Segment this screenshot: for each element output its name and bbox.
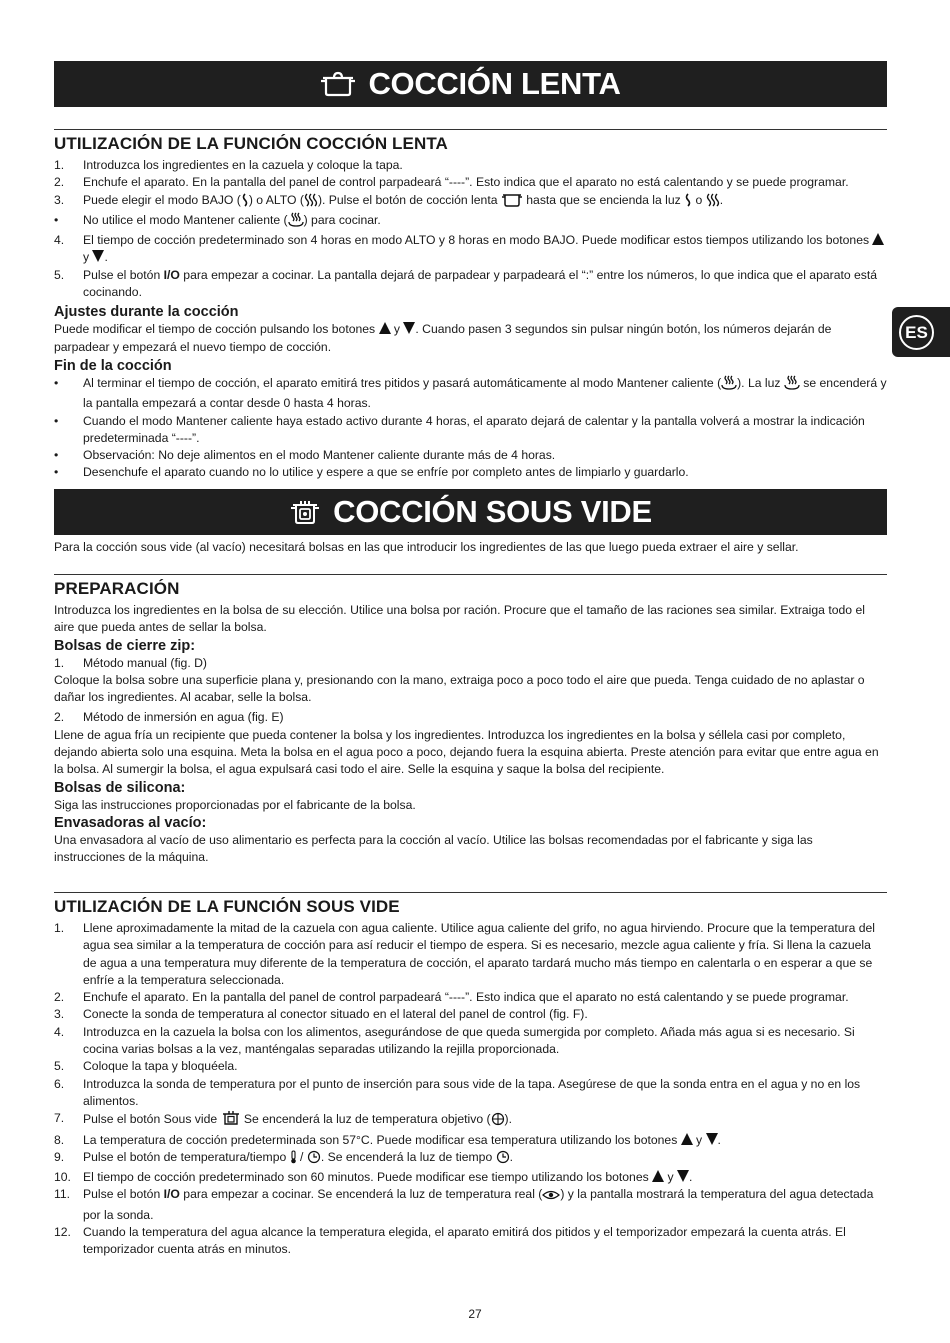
clock-icon <box>307 1150 321 1169</box>
thermometer-icon <box>290 1150 297 1169</box>
list-item: 9. Pulse el botón de temperatura/tiempo / . Se encenderá la luz de tiempo . <box>54 1149 887 1169</box>
sous-vide-icon <box>221 1110 241 1131</box>
language-tab <box>892 307 950 357</box>
list-item: 3. Conecte la sonda de temperatura al conector situado en el lateral del panel de control (fig. F). <box>54 1007 588 1022</box>
list-item: 10. El tiempo de cocción predeterminado son 60 minutos. Puede modificar ese tiempo utilizando los botones y . <box>54 1170 693 1185</box>
list-item: • Desenchufe el aparato cuando no lo utilice y espere a que se enfríe por completo antes de limpiarlo y guardarlo. <box>54 465 689 480</box>
language-label: ES <box>899 315 934 350</box>
target-temperature-icon <box>491 1112 505 1131</box>
slow-cook-steps <box>54 157 887 301</box>
list-item: 4. Introduzca en la cazuela la bolsa con los alimentos, asegurándose de que queda sumergida por completo. Añada más agua si es necesario. Si cocina varias bolsas a la vez, manténgalas separadas utilizando la rejilla proporcionada. <box>54 1024 855 1057</box>
keep-warm-icon <box>288 212 304 232</box>
list-item: 1. Llene aproximadamente la mitad de la cazuela con agua caliente. Utilice agua caliente del grifo, no agua hirviendo. Procure que la temperatura del agua sea similar a la temperatura de cocción para así reducir el tiempo de espera. Si es necesario, mezcle agua caliente y fría. Si llena la cazuela de agua a una temperatura muy diferente de la temperatura de cocción, el aparato tardará mucho más tiempo en calentarla o en esperar a que se enfríe a la temperatura seleccionada. <box>54 921 876 987</box>
paragraph: Llene de agua fría un recipiente que pueda contener la bolsa y los ingredientes. Introduzca los ingredientes en la bolsa y séllela casi por completo, dejando abierta solo una esquina. Meta la bolsa en el agua poco a poco, dejando fuera la esquina abierta. Preste atención para evitar que entre agua en la bolsa. Al sumergir la bolsa, el agua expulsará casi todo el aire. Selle la esquina y saque la bolsa del recipiente. <box>54 727 879 777</box>
paragraph: Una envasadora al vacío de uso alimentario es perfecta para la cocción al vacío. Utilice las bolsas recomendadas por el fabricante y siga las instrucciones de la máquina. <box>54 832 813 865</box>
list-item: 7. Pulse el botón Sous vide Se encenderá la luz de temperatura objetivo ( ). <box>54 1110 887 1131</box>
high-heat-icon <box>304 193 318 212</box>
subheading: Ajustes durante la cocción <box>54 304 239 321</box>
list-item: • Al terminar el tiempo de cocción, el aparato emitirá tres pitidos y pasará automáticamente al modo Mantener caliente ( ). La luz se encenderá y la pantalla empezará a contar desde 0 hasta 4 horas. <box>54 375 887 411</box>
section-banner-sous-vide <box>54 489 887 535</box>
sous-vide-steps <box>54 920 887 1259</box>
sous-vide-intro <box>54 539 887 556</box>
slow-cook-section <box>54 129 887 482</box>
section-heading: PREPARACIÓN <box>54 579 180 598</box>
section-heading: UTILIZACIÓN DE LA FUNCIÓN COCCIÓN LENTA <box>54 134 448 153</box>
list-item: 2. Enchufe el aparato. En la pantalla del panel de control parpadeará “----”. Esto indica que el aparato no está calentando y se puede programar. <box>54 990 849 1005</box>
list-item: 4. El tiempo de cocción predeterminado son 4 horas en modo ALTO y 8 horas en modo BAJO. Puede modificar estos tiempos utilizando los botones y . <box>54 232 887 267</box>
subheading: Bolsas de silicona: <box>54 779 186 796</box>
section-heading: UTILIZACIÓN DE LA FUNCIÓN SOUS VIDE <box>54 897 400 916</box>
paragraph: Coloque la bolsa sobre una superficie plana y, presionando con la mano, extraiga poco a poco todo el aire que pueda. Tenga cuidado de no aplastar o dañar los ingredientes. Al acabar, selle la bolsa. <box>54 672 865 705</box>
low-heat-icon <box>684 193 692 212</box>
actual-temperature-icon <box>542 1189 560 1206</box>
down-arrow-icon <box>706 1133 718 1145</box>
list-item: 2. Enchufe el aparato. En la pantalla del panel de control parpadeará “----”. Esto indica que el aparato no está calentando y se puede programar. <box>54 175 849 190</box>
list-item: 12. Cuando la temperatura del agua alcance la temperatura elegida, el aparato emitirá dos pitidos y el temporizador empezará la cuenta atrás. El temporizador cuenta atrás en minutos. <box>54 1225 846 1257</box>
list-item: 1. Método manual (fig. D) <box>54 655 207 670</box>
down-arrow-icon <box>677 1170 689 1182</box>
list-item: 6. Introduzca la sonda de temperatura por el punto de inserción para sous vide de la tapa. Asegúrese de que la sonda entra en el agua y no en los alimentos. <box>54 1076 861 1108</box>
sous-vide-icon <box>289 499 321 525</box>
list-item: • Cuando el modo Mantener caliente haya estado activo durante 4 horas, el aparato dejará de calentar y la pantalla volverá a mostrar la indicación predeterminada “----”. <box>54 413 865 445</box>
list-item: • Observación: No deje alimentos en el modo Mantener caliente durante más de 4 horas. <box>54 448 556 463</box>
page-number: 27 <box>468 1307 482 1321</box>
clock-icon <box>496 1150 510 1169</box>
list-item: 3. Puede elegir el modo BAJO ( ) o ALTO ( ). Pulse el botón de cocción lenta hasta que se encienda la luz o . <box>54 192 887 212</box>
paragraph: Para la cocción sous vide (al vacío) necesitará bolsas en las que introducir los ingredientes de las que luego pueda extraer el aire y sellar. <box>54 540 799 554</box>
paragraph: Introduzca los ingredientes en la bolsa de su elección. Utilice una bolsa por ración. Procure que el tamaño de las raciones sea similar. Extraiga todo el aire que pueda antes de sellar la bolsa. <box>54 603 865 635</box>
subheading: Fin de la cocción <box>54 357 172 374</box>
banner-title: COCCIÓN SOUS VIDE <box>333 494 652 530</box>
down-arrow-icon <box>92 250 104 262</box>
up-arrow-icon <box>379 322 391 334</box>
keep-warm-icon <box>721 375 737 395</box>
list-item: • No utilice el modo Mantener caliente ( ) para cocinar. <box>54 212 887 232</box>
list-item: 1. Introduzca los ingredientes en la cazuela y coloque la tapa. <box>54 158 403 172</box>
method-list <box>54 709 887 726</box>
down-arrow-icon <box>403 322 415 334</box>
banner-title: COCCIÓN LENTA <box>368 66 621 102</box>
up-arrow-icon <box>652 1170 664 1182</box>
method-list <box>54 655 887 672</box>
up-arrow-icon <box>872 233 884 245</box>
pot-icon <box>320 71 356 97</box>
divider <box>54 892 887 893</box>
preparation-section <box>54 574 887 867</box>
pot-icon <box>501 192 523 212</box>
up-arrow-icon <box>681 1133 693 1145</box>
end-of-cooking-list <box>54 375 887 482</box>
list-item: 2. Método de inmersión en agua (fig. E) <box>54 710 284 725</box>
subheading: Bolsas de cierre zip: <box>54 637 196 654</box>
list-item: 5. Pulse el botón I/O para empezar a cocinar. La pantalla dejará de parpadear y parpadeará el “:” entre los números, lo que indica que el aparato está cocinando. <box>54 267 878 300</box>
high-heat-icon <box>706 193 720 212</box>
list-item: 11. Pulse el botón I/O para empezar a cocinar. Se encenderá la luz de temperatura real ( ) y la pantalla mostrará la temperatura del agua detectada por la sonda. <box>54 1187 874 1222</box>
divider <box>54 574 887 575</box>
subheading: Envasadoras al vacío: <box>54 814 207 831</box>
keep-warm-icon <box>784 375 800 395</box>
sous-vide-usage-section <box>54 892 887 1259</box>
list-item: 5. Coloque la tapa y bloquéela. <box>54 1059 238 1074</box>
paragraph: Puede modificar el tiempo de cocción pulsando los botones y . Cuando pasen 3 segundos sin pulsar ningún botón, los números dejarán de parpadear y empezará el nuevo tiempo de cocción. <box>54 322 832 354</box>
paragraph: Siga las instrucciones proporcionadas por el fabricante de la bolsa. <box>54 797 416 812</box>
section-banner-slow-cook <box>54 61 887 107</box>
low-heat-icon <box>241 193 249 212</box>
divider <box>54 129 887 130</box>
list-item: 8. La temperatura de cocción predeterminada son 57°C. Puede modificar esa temperatura utilizando los botones y . <box>54 1132 721 1147</box>
